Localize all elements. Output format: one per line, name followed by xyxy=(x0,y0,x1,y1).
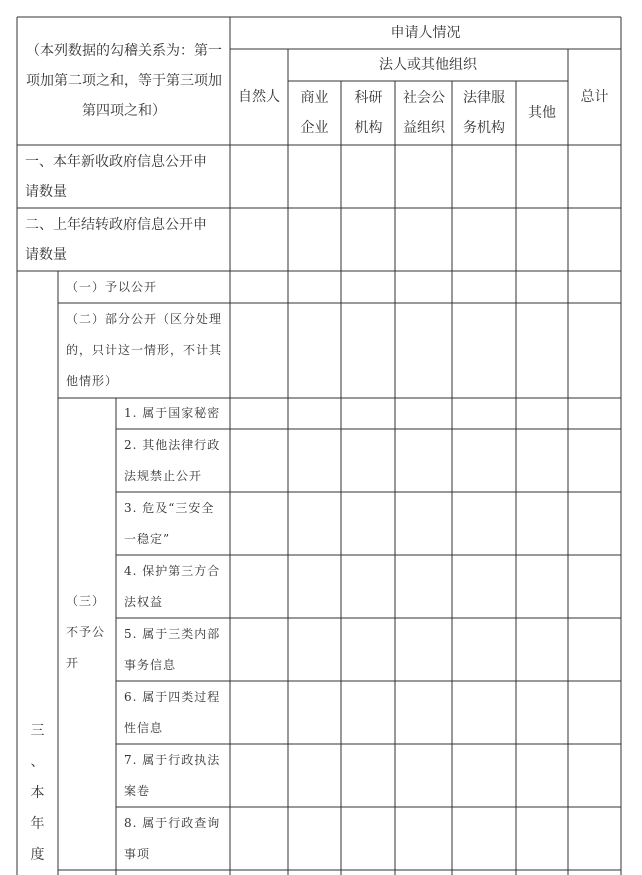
not-disclosed-reason-item xyxy=(116,398,230,429)
natural-person-header-cell xyxy=(230,49,288,145)
section-three-char: 度 xyxy=(30,847,45,863)
section-three-char: 本 xyxy=(30,785,45,801)
not-disclosed-reason-item xyxy=(116,807,230,870)
social-welfare-org-header-cell xyxy=(399,81,449,145)
research-institution-header-cell xyxy=(352,81,385,145)
applicant-status-header: 申请人情况 xyxy=(390,25,461,41)
row-new-applications-label-cell xyxy=(17,145,230,208)
subrow-partially-disclosed-label: （二）部分公开（区分处理的，只计这一情形，不计其他情形） xyxy=(66,312,223,388)
not-disclosed-reason-label: 5. 属于三类内部事务信息 xyxy=(124,626,221,672)
other-header: 其他 xyxy=(528,105,556,121)
commercial-enterprise-header-cell xyxy=(298,81,331,145)
total-header: 总计 xyxy=(580,89,609,105)
not-disclosed-reason-label: 4. 保护第三方合法权益 xyxy=(124,563,221,609)
legal-org-group-header-cell xyxy=(288,49,568,81)
not-disclosed-reason-label: 8. 属于行政查询事项 xyxy=(124,815,221,861)
table-note-cell xyxy=(22,17,226,145)
section-three-char: 三 xyxy=(30,723,45,739)
total-header-cell xyxy=(568,49,621,145)
row-carryover-applications-label: 二、上年结转政府信息公开申请数量 xyxy=(25,216,207,263)
subrow-partially-disclosed-label-cell xyxy=(58,303,230,398)
subrow-not-disclosed-label-cell xyxy=(58,586,116,681)
not-disclosed-reason-item xyxy=(116,744,230,807)
section-three-char: 年 xyxy=(30,816,45,832)
table-note: （本列数据的勾稽关系为：第一项加第二项之和，等于第三项加第四项之和） xyxy=(26,43,222,119)
not-disclosed-reason-label: 1. 属于国家秘密 xyxy=(124,406,221,420)
not-disclosed-reason-label: 2. 其他法律行政法规禁止公开 xyxy=(124,437,221,483)
natural-person-header: 自然人 xyxy=(238,89,280,105)
social-welfare-org-header: 社会公益组织 xyxy=(403,90,445,136)
legal-service-org-header: 法律服务机构 xyxy=(463,90,505,136)
not-disclosed-reason-label: 6. 属于四类过程性信息 xyxy=(124,689,221,735)
not-disclosed-reason-item xyxy=(116,618,230,681)
section-three-label xyxy=(17,716,58,875)
commercial-enterprise-header: 商业企业 xyxy=(300,90,329,136)
legal-service-org-header-cell xyxy=(457,81,511,145)
not-disclosed-reason-item xyxy=(116,681,230,744)
row-carryover-applications-label-cell xyxy=(17,208,230,271)
subrow-not-disclosed-label: （三）不予公开 xyxy=(66,594,106,670)
subrow-disclosed-label-cell xyxy=(58,271,230,303)
section-three-char: 、 xyxy=(30,754,45,770)
subrow-disclosed-label: （一）予以公开 xyxy=(66,279,158,294)
other-header-cell xyxy=(516,81,568,145)
research-institution-header: 科研机构 xyxy=(354,90,383,136)
applicant-status-header-cell xyxy=(230,17,621,49)
legal-org-group-header: 法人或其他组织 xyxy=(379,57,477,73)
not-disclosed-reason-item xyxy=(116,429,230,492)
not-disclosed-reason-item xyxy=(116,555,230,618)
row-new-applications-label: 一、本年新收政府信息公开申请数量 xyxy=(25,153,207,200)
not-disclosed-reason-label: 3. 危及“三安全一稳定” xyxy=(124,500,215,546)
not-disclosed-reason-item xyxy=(116,492,230,555)
not-disclosed-reason-label: 7. 属于行政执法案卷 xyxy=(124,752,221,798)
